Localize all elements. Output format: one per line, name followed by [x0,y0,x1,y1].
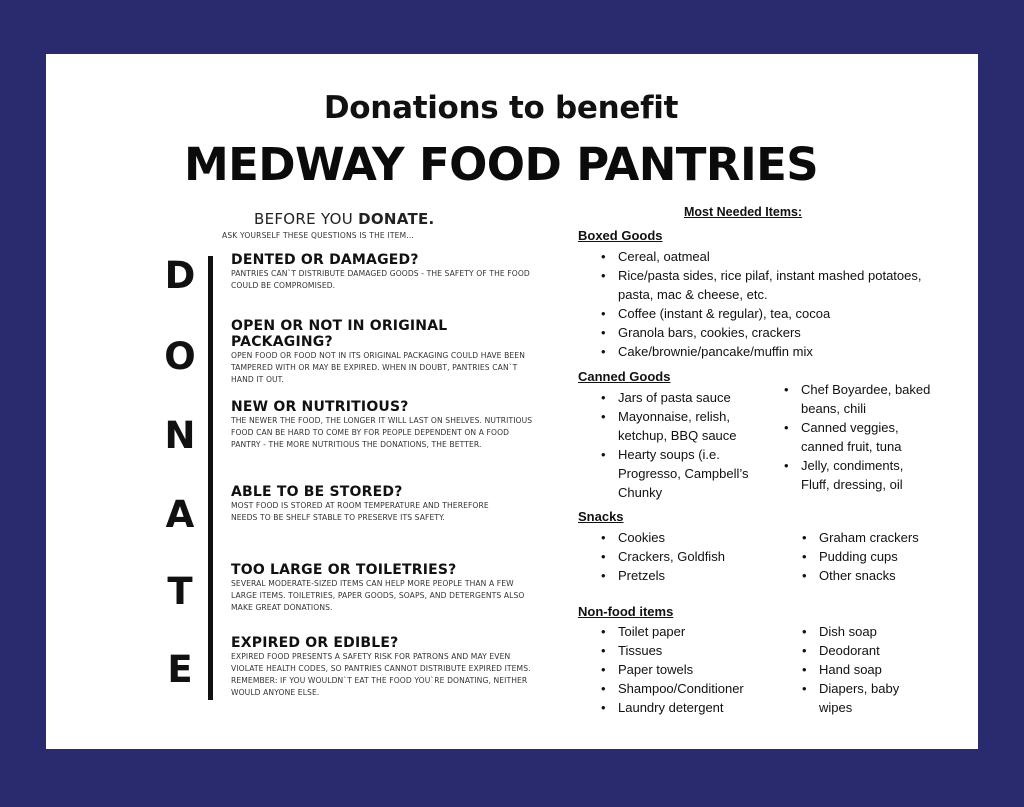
question-large [231,562,541,614]
question-dented [231,252,541,292]
question-heading: OPEN OR NOT IN ORIGINAL PACKAGING? [231,318,448,350]
snacks-list-right [799,528,919,585]
list-item: • Pudding cups [799,547,919,566]
list-item: • Jars of pasta sauce [598,388,758,407]
question-new [231,399,541,451]
boxed-goods-list [598,247,928,361]
snacks-heading: Snacks [578,509,624,524]
question-body: MOST FOOD IS STORED AT ROOM TEMPERATURE AND THEREFORE NEEDS TO BE SHELF STABLE TO PRESERVE ITS SAFETY. [231,501,489,522]
non-food-list-left [598,622,798,717]
non-food-heading: Non-food items [578,604,674,619]
donate-letter: D [164,254,196,297]
list-item: • Deodorant [799,641,919,660]
list-item: • Coffee (instant & regular), tea, cocoa [598,304,928,323]
question-heading: TOO LARGE OR TOILETRIES? [231,562,457,578]
list-item: • Hand soap [799,660,919,679]
before-you-donate [254,210,435,228]
list-item: • Diapers, baby wipes [799,679,919,717]
list-item: • Canned veggies, canned fruit, tuna [781,418,931,456]
list-item: • Shampoo/Conditioner [598,679,798,698]
list-item: • Crackers, Goldfish [598,547,788,566]
vertical-divider [208,256,213,700]
flyer-card [46,54,978,749]
question-stored [231,484,541,524]
donate-letter: O [164,335,196,378]
list-item: • Paper towels [598,660,798,679]
question-heading: EXPIRED OR EDIBLE? [231,635,399,651]
question-open [231,318,541,386]
list-item: • Laundry detergent [598,698,798,717]
non-food-list-right [799,622,919,717]
list-item: • Granola bars, cookies, crackers [598,323,928,342]
before-bold: DONATE. [358,210,435,228]
most-needed-heading: Most Needed Items: [684,205,803,219]
canned-goods-heading: Canned Goods [578,369,671,384]
list-item: • Mayonnaise, relish, ketchup, BBQ sauce [598,407,758,445]
donate-letter: T [167,570,193,613]
list-item: • Other snacks [799,566,919,585]
question-heading: NEW OR NUTRITIOUS? [231,399,409,415]
boxed-goods-heading: Boxed Goods [578,228,663,243]
list-item: • Toilet paper [598,622,798,641]
list-item: • Jelly, condiments, Fluff, dressing, oil [781,456,931,494]
list-item: • Cereal, oatmeal [598,247,928,266]
flyer-subtitle: Donations to benefit [323,90,679,126]
canned-goods-list-right [781,380,931,494]
flyer-title: MEDWAY FOOD PANTRIES [183,138,819,191]
list-item: • Graham crackers [799,528,919,547]
question-heading: DENTED OR DAMAGED? [231,252,419,268]
ask-yourself-text: ASK YOURSELF THESE QUESTIONS IS THE ITEM... [222,231,414,240]
list-item: • Cookies [598,528,788,547]
list-item: • Pretzels [598,566,788,585]
question-body: OPEN FOOD OR FOOD NOT IN ITS ORIGINAL PACKAGING COULD HAVE BEEN TAMPERED WITH OR MAY BE EXPIRED. WHEN IN DOUBT, PANTRIES CAN`T HAND IT OUT. [231,351,525,384]
question-expired [231,635,541,699]
before-prefix: BEFORE YOU [254,210,359,228]
list-item: • Rice/pasta sides, rice pilaf, instant mashed potatoes, pasta, mac & cheese, etc. [598,266,928,304]
donate-letter: N [164,414,196,457]
donate-letter: E [167,648,193,691]
list-item: • Cake/brownie/pancake/muffin mix [598,342,928,361]
list-item: • Chef Boyardee, baked beans, chili [781,380,931,418]
snacks-list-left [598,528,788,585]
list-item: • Tissues [598,641,798,660]
canned-goods-list-left [598,388,758,502]
donate-letter: A [165,493,195,536]
list-item: • Dish soap [799,622,919,641]
question-body: EXPIRED FOOD PRESENTS A SAFETY RISK FOR PATRONS AND MAY EVEN VIOLATE HEALTH CODES, SO PANTRIES CANNOT DISTRIBUTE EXPIRED ITEMS. REMEMBER: IF YOU WOULDN`T EAT THE FOOD YOU`RE DONATING, NEITHER WOULD ANYONE ELSE. [231,652,531,697]
question-body: SEVERAL MODERATE-SIZED ITEMS CAN HELP MORE PEOPLE THAN A FEW LARGE ITEMS. TOILETRIES, PAPER GOODS, SOAPS, AND DETERGENTS ALSO MAKE GREAT DONATIONS. [231,579,525,612]
list-item: • Hearty soups (i.e. Progresso, Campbell’s Chunky [598,445,758,502]
question-heading: ABLE TO BE STORED? [231,484,403,500]
question-body: PANTRIES CAN`T DISTRIBUTE DAMAGED GOODS - THE SAFETY OF THE FOOD COULD BE COMPROMISED. [231,269,530,290]
question-body: THE NEWER THE FOOD, THE LONGER IT WILL LAST ON SHELVES. NUTRITIOUS FOOD CAN BE HARD TO COME BY FOR PEOPLE DEPENDENT ON A FOOD PANTRY - THE MORE NUTRITIOUS THE DONATIONS, THE BETTER. [231,416,533,449]
